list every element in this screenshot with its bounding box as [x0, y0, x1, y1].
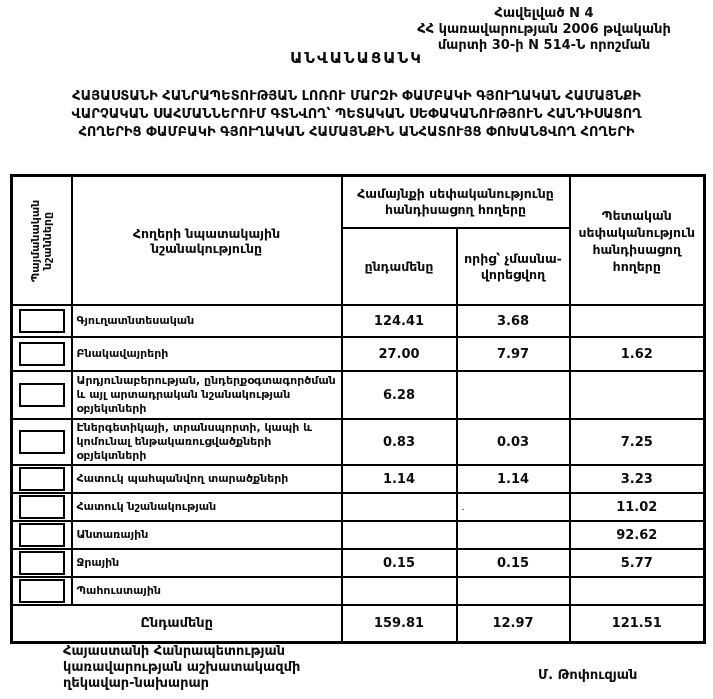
state-lands-cell: 7.25	[570, 419, 705, 465]
government-decision-line: ՀՀ կառավարության 2006 թվականի	[417, 22, 671, 37]
table-row-industrial	[12, 371, 705, 419]
total-non-privatizable-cell: 12.97	[457, 605, 570, 643]
symbol-checkbox	[19, 523, 65, 547]
community-total-cell: 0.15	[342, 549, 457, 577]
community-total-cell	[342, 577, 457, 605]
land-purpose-cell: Էներգետիկայի, տրանսպորտի, կապի և կոմունալ ենթակառուցվածքների օբյեկտների	[72, 419, 342, 465]
symbol-checkbox	[19, 551, 65, 575]
table-row-protected-areas	[12, 465, 705, 493]
total-state-lands-cell: 121.51	[570, 605, 705, 643]
table-row-settlements	[12, 337, 705, 371]
state-lands-cell: 3.23	[570, 465, 705, 493]
symbol-checkbox	[19, 383, 65, 407]
non-privatizable-cell: .	[457, 493, 570, 521]
non-privatizable-cell	[457, 371, 570, 419]
decision-date-line: մարտի 30-ի N 514-Ն որոշման	[437, 38, 651, 53]
table-header-row-1	[12, 176, 705, 229]
table-row-reserve	[12, 577, 705, 605]
total-row-label: Ընդամենը	[12, 605, 342, 643]
state-lands-column-header: Պետական սեփականություն հանդիսացող հողերը	[570, 176, 705, 306]
signatory-title-line-3: ղեկավար-նախարար	[63, 676, 210, 691]
purpose-column-header: Հողերի նպատակային նշանակությունը	[72, 176, 342, 306]
non-privatizable-cell: 3.68	[457, 305, 570, 337]
land-purpose-cell: Բնակավայրերի	[72, 337, 342, 371]
subtitle-line-1: ՀԱՅԱՍՏԱՆԻ ՀԱՆՐԱՊԵՏՈՒԹՅԱՆ ԼՈՌՈՒ ՄԱՐԶԻ ՓԱՄԲԱԿԻ ԳՅՈՒՂԱԿԱՆ ՀԱՄԱՅՆՔԻ	[72, 89, 641, 104]
state-lands-cell	[570, 371, 705, 419]
land-purpose-cell: Ջրային	[72, 549, 342, 577]
state-lands-cell: 11.02	[570, 493, 705, 521]
symbols-header-label: Պայմանական նշանները	[28, 199, 54, 282]
symbols-column-header	[12, 176, 72, 306]
land-purpose-cell: Հատուկ պահպանվող տարածքների	[72, 465, 342, 493]
symbol-checkbox	[19, 467, 65, 491]
symbol-checkbox	[19, 342, 65, 366]
appendix-note	[379, 6, 709, 54]
community-total-cell	[342, 493, 457, 521]
land-purpose-cell: Արդյունաբերության, ընդերքօգտագործման և այլ արտադրական նշանակության օբյեկտների	[72, 371, 342, 419]
land-purpose-cell: Գյուղատնտեսական	[72, 305, 342, 337]
signatory-title-line-1: Հայաստանի Հանրապետության	[63, 644, 286, 659]
table-row-infrastructure	[12, 419, 705, 465]
non-privatizable-cell: 1.14	[457, 465, 570, 493]
land-purpose-cell: Հատուկ նշանակության	[72, 493, 342, 521]
land-purpose-cell: Պահուստային	[72, 577, 342, 605]
signatory-name: Մ. Թոփուզյան	[538, 668, 638, 683]
community-total-cell: 1.14	[342, 465, 457, 493]
lands-table	[10, 174, 706, 644]
non-privatizable-cell: 7.97	[457, 337, 570, 371]
community-total-cell: 124.41	[342, 305, 457, 337]
rotated-header-wrap	[17, 199, 67, 282]
non-privatizable-cell: 0.03	[457, 419, 570, 465]
signatory-title-block	[63, 644, 300, 692]
state-lands-cell	[570, 305, 705, 337]
non-privatizable-cell: 0.15	[457, 549, 570, 577]
signatory-title-line-2: կառավարության աշխատակազմի	[63, 660, 301, 675]
total-community-total-cell: 159.81	[342, 605, 457, 643]
symbol-checkbox	[19, 430, 65, 454]
subtitle-line-2: ՎԱՐՉԱԿԱՆ ՍԱՀՄԱՆՆԵՐՈՒՄ ԳՏՆՎՈՂ՝ ՊԵՏԱԿԱՆ ՍԵՓԱԿԱՆՈՒԹՅՈՒՆ ՀԱՆԴԻՍԱՑՈՂ	[71, 107, 642, 122]
non-privatizable-cell	[457, 577, 570, 605]
non-privatizable-subheader: որից՝ չմասնա-վորեցվող	[457, 228, 570, 305]
non-privatizable-cell	[457, 521, 570, 549]
community-total-cell	[342, 521, 457, 549]
table-row-agricultural	[12, 305, 705, 337]
subtitle-line-3: ՀՈՂԵՐԻՑ ՓԱՄԲԱԿԻ ԳՅՈՒՂԱԿԱՆ ՀԱՄԱՅՆՔԻՆ ԱՆՀԱՏՈՒՅՑ ՓՈԽԱՆՑՎՈՂ ՀՈՂԵՐԻ	[78, 125, 635, 140]
symbol-checkbox	[19, 579, 65, 603]
land-purpose-cell: Անտառային	[72, 521, 342, 549]
table-row-forest	[12, 521, 705, 549]
community-total-cell: 6.28	[342, 371, 457, 419]
document-subtitle	[0, 88, 713, 142]
state-lands-cell: 1.62	[570, 337, 705, 371]
total-subheader: ընդամենը	[342, 228, 457, 305]
table-row-water	[12, 549, 705, 577]
table-row-special-purpose	[12, 493, 705, 521]
state-lands-cell: 92.62	[570, 521, 705, 549]
community-lands-group-header: Համայնքի սեփականությունը հանդիսացող հողերը	[342, 176, 570, 229]
state-lands-cell: 5.77	[570, 549, 705, 577]
table-total-row	[12, 605, 705, 643]
appendix-number: Հավելված N 4	[494, 6, 594, 21]
symbol-checkbox	[19, 495, 65, 519]
community-total-cell: 0.83	[342, 419, 457, 465]
state-lands-cell	[570, 577, 705, 605]
page-title: ԱՆՎԱՆԱՑԱՆԿ	[290, 49, 423, 67]
community-total-cell: 27.00	[342, 337, 457, 371]
symbol-checkbox	[19, 309, 65, 333]
